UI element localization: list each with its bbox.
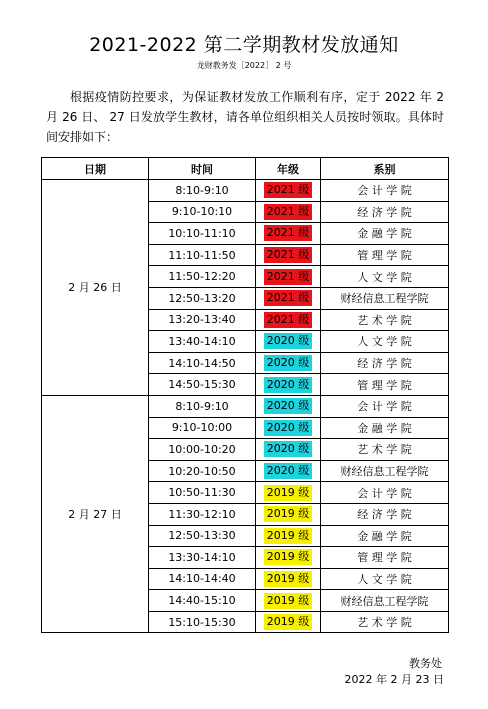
time-cell: 12:50-13:20 [149, 287, 256, 309]
grade-highlight: 2021 级 [264, 225, 313, 241]
grade-highlight: 2019 级 [264, 614, 313, 630]
schedule-table [41, 157, 449, 633]
signature-office: 教务处 [409, 657, 442, 670]
intro-paragraph: 根据疫情防控要求，为保证教材发放工作顺利有序，定于 2022 年 2 月 26 日、 27 日发放学生教材，请各单位组织相关人员按时领取。具体时间安排如下： [46, 90, 444, 144]
date-cell: 2 月 26 日 [42, 180, 149, 396]
grade-highlight: 2021 级 [264, 204, 313, 220]
time-cell: 13:30-14:10 [149, 547, 256, 569]
dept-cell: 财经信息工程学院 [321, 287, 449, 309]
document-number: 龙财教务发［2022］ 2 号 [196, 61, 292, 70]
grade-cell [256, 244, 321, 266]
time-cell: 13:40-14:10 [149, 331, 256, 353]
grade-cell [256, 439, 321, 461]
dept-cell: 人 文 学 院 [321, 266, 449, 288]
grade-highlight: 2021 级 [264, 182, 313, 198]
time-cell: 8:10-9:10 [149, 180, 256, 202]
time-cell: 14:40-15:10 [149, 590, 256, 612]
header-date: 日期 [42, 158, 149, 180]
dept-cell: 财经信息工程学院 [321, 590, 449, 612]
time-cell: 10:00-10:20 [149, 439, 256, 461]
grade-highlight: 2020 级 [264, 463, 313, 479]
grade-cell [256, 180, 321, 202]
time-cell: 8:10-9:10 [149, 395, 256, 417]
grade-cell [256, 223, 321, 245]
dept-cell: 艺 术 学 院 [321, 439, 449, 461]
grade-highlight: 2020 级 [264, 355, 313, 371]
grade-cell [256, 482, 321, 504]
dept-cell: 经 济 学 院 [321, 352, 449, 374]
grade-highlight: 2020 级 [264, 420, 313, 436]
time-cell: 9:10-10:00 [149, 417, 256, 439]
grade-cell [256, 331, 321, 353]
time-cell: 13:20-13:40 [149, 309, 256, 331]
time-cell: 10:50-11:30 [149, 482, 256, 504]
date-cell: 2 月 27 日 [42, 395, 149, 633]
grade-highlight: 2021 级 [264, 269, 313, 285]
header-time: 时间 [149, 158, 256, 180]
dept-cell: 财经信息工程学院 [321, 460, 449, 482]
dept-cell: 金 融 学 院 [321, 417, 449, 439]
header-dept: 系别 [321, 158, 449, 180]
dept-cell: 管 理 学 院 [321, 374, 449, 396]
grade-highlight: 2019 级 [264, 549, 313, 565]
time-cell: 12:50-13:30 [149, 525, 256, 547]
grade-cell [256, 417, 321, 439]
grade-highlight: 2019 级 [264, 506, 313, 522]
grade-cell [256, 547, 321, 569]
grade-highlight: 2020 级 [264, 441, 313, 457]
dept-cell: 金 融 学 院 [321, 525, 449, 547]
time-cell: 11:50-12:20 [149, 266, 256, 288]
grade-cell [256, 352, 321, 374]
dept-cell: 艺 术 学 院 [321, 309, 449, 331]
signature-date: 2022 年 2 月 23 日 [344, 673, 444, 686]
dept-cell: 管 理 学 院 [321, 547, 449, 569]
grade-cell [256, 374, 321, 396]
dept-cell: 经 济 学 院 [321, 503, 449, 525]
dept-cell: 金 融 学 院 [321, 223, 449, 245]
grade-highlight: 2019 级 [264, 528, 313, 544]
grade-highlight: 2019 级 [264, 571, 313, 587]
grade-cell [256, 201, 321, 223]
dept-cell: 管 理 学 院 [321, 244, 449, 266]
grade-cell [256, 395, 321, 417]
grade-highlight: 2020 级 [264, 398, 313, 414]
dept-cell: 人 文 学 院 [321, 568, 449, 590]
time-cell: 15:10-15:30 [149, 611, 256, 633]
header-grade: 年级 [256, 158, 321, 180]
grade-highlight: 2020 级 [264, 333, 313, 349]
page-title: 2021-2022 第二学期教材发放通知 [89, 34, 399, 56]
grade-highlight: 2019 级 [264, 485, 313, 501]
time-cell: 14:10-14:50 [149, 352, 256, 374]
grade-cell [256, 590, 321, 612]
time-cell: 10:20-10:50 [149, 460, 256, 482]
dept-cell: 经 济 学 院 [321, 201, 449, 223]
dept-cell: 人 文 学 院 [321, 331, 449, 353]
time-cell: 11:10-11:50 [149, 244, 256, 266]
grade-cell [256, 266, 321, 288]
grade-cell [256, 460, 321, 482]
table-row [42, 395, 449, 417]
dept-cell: 艺 术 学 院 [321, 611, 449, 633]
table-body [42, 180, 449, 633]
grade-cell [256, 309, 321, 331]
grade-highlight: 2019 级 [264, 593, 313, 609]
table-header-row [42, 158, 449, 180]
dept-cell: 会 计 学 院 [321, 395, 449, 417]
grade-cell [256, 611, 321, 633]
grade-highlight: 2021 级 [264, 247, 313, 263]
time-cell: 14:50-15:30 [149, 374, 256, 396]
grade-cell [256, 525, 321, 547]
grade-highlight: 2020 级 [264, 377, 313, 393]
time-cell: 10:10-11:10 [149, 223, 256, 245]
time-cell: 11:30-12:10 [149, 503, 256, 525]
grade-highlight: 2021 级 [264, 290, 313, 306]
grade-highlight: 2021 级 [264, 312, 313, 328]
dept-cell: 会 计 学 院 [321, 180, 449, 202]
time-cell: 9:10-10:10 [149, 201, 256, 223]
dept-cell: 会 计 学 院 [321, 482, 449, 504]
grade-cell [256, 287, 321, 309]
table-row [42, 180, 449, 202]
grade-cell [256, 503, 321, 525]
time-cell: 14:10-14:40 [149, 568, 256, 590]
grade-cell [256, 568, 321, 590]
